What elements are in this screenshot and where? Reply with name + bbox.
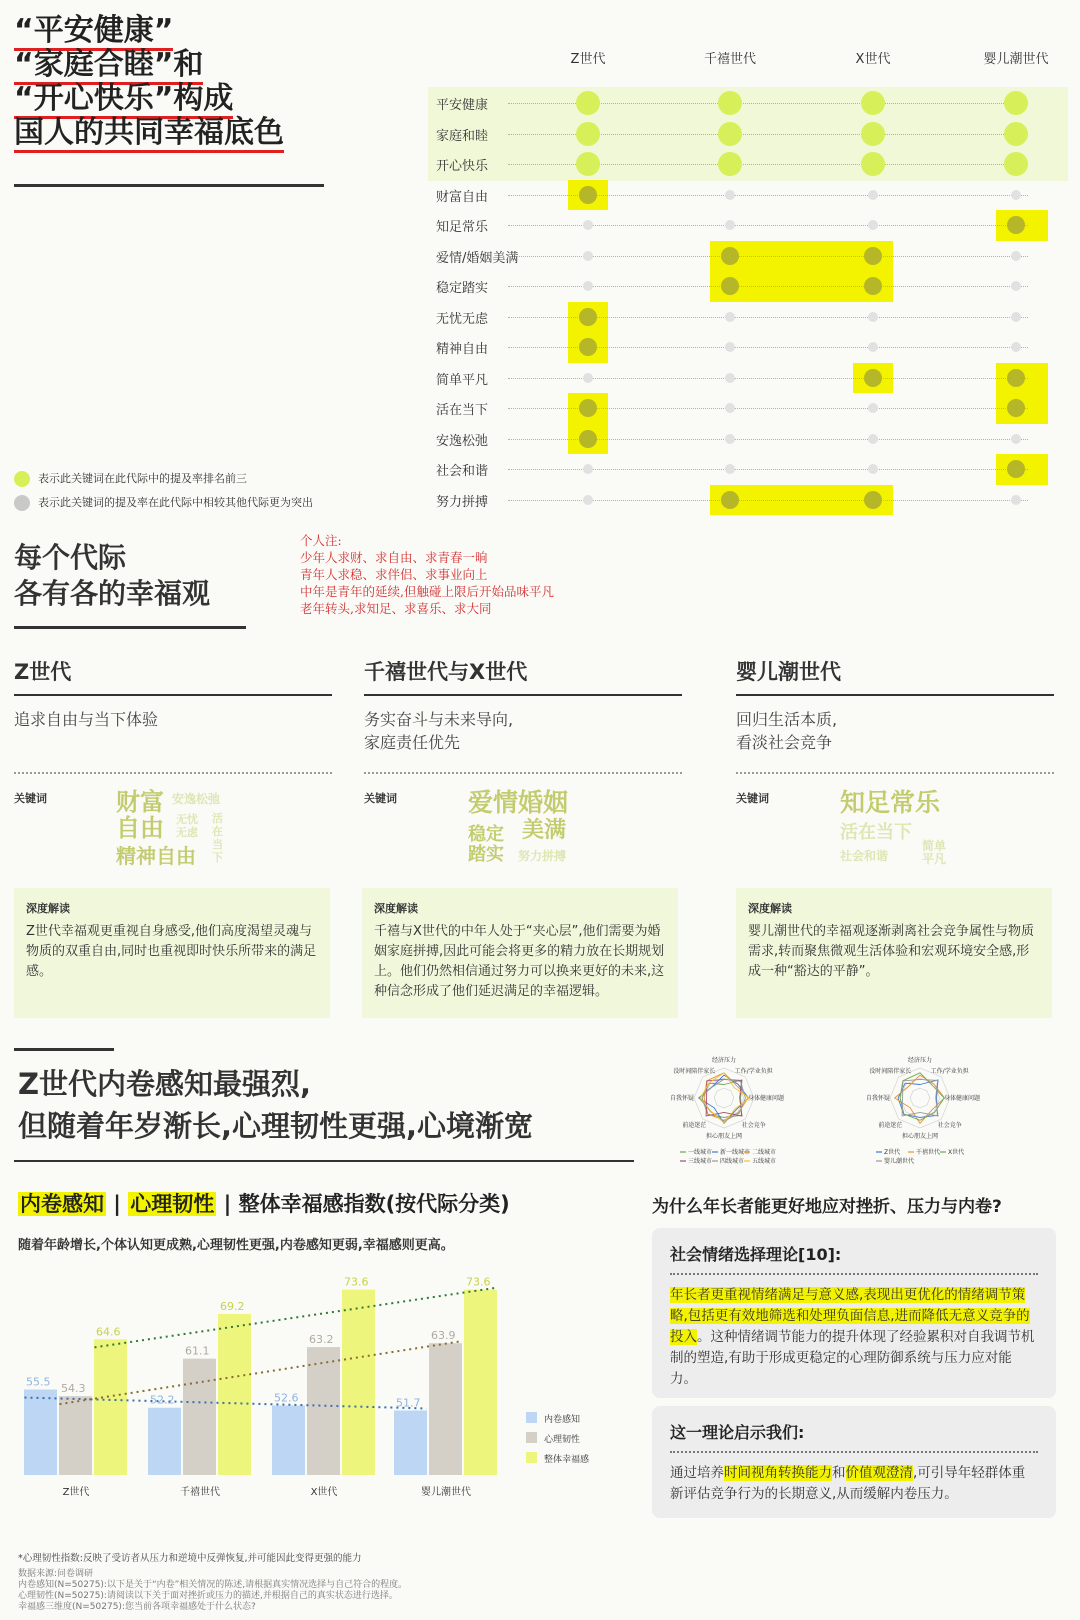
matrix-dot-none xyxy=(868,190,878,200)
legend-label: 整体幸福感 xyxy=(544,1455,590,1465)
bar xyxy=(394,1410,427,1475)
legend-swatch xyxy=(526,1412,537,1423)
radar-grid xyxy=(890,1068,950,1128)
deep-reading-boomer: 深度解读 婴儿潮世代的幸福观逐渐剥离社会竞争属性与物质需求,转而聚焦微观生活体验和宏观环境安全感,形成一种“豁达的平静”。 xyxy=(736,888,1052,1018)
data-label: 69.2 xyxy=(220,1299,245,1313)
legend-dot-gray xyxy=(14,495,30,511)
radar-axis-label: 经济压力 xyxy=(711,1057,737,1064)
column-title: Z世代 xyxy=(14,660,72,684)
data-label: 73.6 xyxy=(344,1275,369,1289)
matrix-dot-none xyxy=(725,190,735,200)
matrix-dot-salient xyxy=(579,308,597,326)
matrix-dot-top3 xyxy=(861,122,885,146)
keyword: 安逸松弛 xyxy=(172,792,221,806)
radar-axis-label: 工作/学业负担 xyxy=(734,1068,773,1076)
matrix-dot-top3 xyxy=(1004,122,1028,146)
keyword: 社会和谐 xyxy=(840,849,889,863)
deep-reading-millennial-x: 深度解读 千禧与X世代的中年人处于“夹心层”,他们需要为婚姻家庭拼搏,因此可能会将更多的精力放在长期规划上。他们仍然相信通过努力可以换来更好的未来,这种信念形成了他们延迟满足的幸福逻辑。 xyxy=(362,888,678,1018)
bar xyxy=(307,1347,340,1475)
data-label: 52.6 xyxy=(274,1391,299,1405)
matrix-row xyxy=(428,302,1068,332)
bar xyxy=(218,1314,251,1475)
matrix-row-label: 无忧无虑 xyxy=(436,311,489,327)
footnote-line: 幸福感三维度(N=50275):您当前各项幸福感处于什么状态? xyxy=(18,1602,256,1612)
keyword: 当 xyxy=(212,838,223,851)
keyword: 活 xyxy=(212,812,223,825)
bar xyxy=(24,1390,57,1475)
legend-top3 xyxy=(14,470,247,487)
headline xyxy=(14,14,334,150)
x-tick-label: Z世代 xyxy=(62,1487,90,1498)
keyword: 稳定 xyxy=(468,824,504,845)
column-subtitle: 务实奋斗与未来导向, 家庭责任优先 xyxy=(364,710,514,752)
matrix-row-label: 安逸松弛 xyxy=(436,433,489,449)
data-label: 73.6 xyxy=(466,1275,491,1289)
matrix-dot-none xyxy=(1011,312,1021,322)
matrix-dot-salient xyxy=(721,247,739,265)
matrix-row-label: 知足常乐 xyxy=(436,220,489,235)
theory-panel-text: 年长者更重视情绪满足与意义感,表现出更优化的情绪调节策略,包括更有效地筛选和处理负面信息,进而降低无意义竞争的投入。这种情绪调节能力的提升体现了经验累积对自我调节机制的塑造,有助于形成更稳定的心理防御系统与压力应对能力。 xyxy=(670,1287,1035,1387)
personal-note: 个人注: 少年人求财、求自由、求青春一晌 青年人求稳、求伴侣、求事业向上 中年是青年的延续,但触碰上限后开始品味平凡 老年转头,求知足、求喜乐、求大同 xyxy=(300,533,554,616)
legend-swatch xyxy=(526,1452,537,1463)
matrix-row xyxy=(428,424,1068,454)
section3-rule-top xyxy=(14,1048,114,1051)
radar-axis-label: 前途迷茫 xyxy=(682,1121,707,1129)
data-label: 63.2 xyxy=(309,1333,334,1347)
matrix-row xyxy=(428,332,1068,362)
keyword: 精神自由 xyxy=(116,844,196,868)
matrix-row-label: 简单平凡 xyxy=(436,372,489,388)
matrix-row-label: 努力拼搏 xyxy=(436,494,489,510)
why-title: 为什么年长者能更好地应对挫折、压力与内卷? xyxy=(652,1197,1002,1217)
matrix-row-label: 稳定踏实 xyxy=(436,281,489,296)
bar xyxy=(272,1406,305,1475)
column-gen-z xyxy=(14,656,332,774)
insight-panel-text: 通过培养时间视角转换能力和价值观澄清,可引导年轻群体重新评估竞争行为的长期意义,从而缓解内卷压力。 xyxy=(670,1465,1026,1502)
keyword: 踏实 xyxy=(468,844,504,865)
bar xyxy=(183,1359,216,1475)
matrix-dot-top3 xyxy=(576,122,600,146)
insight-panel-title: 这一理论启示我们: xyxy=(670,1420,1038,1453)
footnote-main: *心理韧性指数:反映了受访者从压力和逆境中反弹恢复,并可能因此变得更强的能力 xyxy=(18,1553,362,1564)
legend-dot-green xyxy=(14,471,30,487)
radar-chart-generation xyxy=(865,1052,1056,1176)
matrix-dot-none xyxy=(725,312,735,322)
footnote-line: 心理韧性(N=50275):请阅读以下关于面对挫折或压力的描述,并根据自己的真实状态进行选择。 xyxy=(18,1591,398,1601)
radar-legend-label: 新一线城市 xyxy=(720,1149,751,1156)
radar-axis-label: 前途迷茫 xyxy=(878,1121,903,1129)
section3-title: Z世代内卷感知最强烈, 但随着年岁渐长,心理韧性更强,心境渐宽 xyxy=(18,1067,534,1143)
radar-legend-label: 三线城市 xyxy=(688,1158,713,1165)
matrix-dot-none xyxy=(583,251,593,261)
headline-line-1: “平安健康” xyxy=(14,13,173,51)
matrix-row-label: 精神自由 xyxy=(436,342,489,357)
keywords-label: 关键词 xyxy=(364,792,397,805)
matrix-row-label: 开心快乐 xyxy=(436,159,489,174)
radar-axis-label: 社会竞争 xyxy=(937,1121,962,1129)
matrix-row xyxy=(428,119,1068,149)
generation-bar-chart xyxy=(0,1260,640,1530)
data-label: 63.9 xyxy=(431,1329,456,1343)
radar-axis-label: 身体健康问题 xyxy=(943,1095,981,1102)
footnote-line: 数据来源:问卷调研 xyxy=(18,1569,94,1579)
radar-legend-label: Z世代 xyxy=(884,1149,901,1156)
keyword: 知足常乐 xyxy=(840,788,941,817)
keyword: 平凡 xyxy=(922,852,947,866)
matrix-row xyxy=(428,485,1068,515)
x-tick-label: 千禧世代 xyxy=(180,1487,220,1498)
matrix-column-header: Z世代 xyxy=(570,52,606,67)
radar-grid xyxy=(910,1088,930,1108)
keyword: 美满 xyxy=(522,818,567,843)
matrix-row-label: 社会和谐 xyxy=(436,464,489,479)
radar-legend-label: 四线城市 xyxy=(720,1158,745,1165)
matrix-dot-none xyxy=(583,495,593,505)
bar xyxy=(464,1290,497,1475)
keyword: 无忧 xyxy=(176,813,198,826)
radar-legend-label: 一线城市 xyxy=(688,1149,713,1156)
matrix-dot-none xyxy=(868,434,878,444)
data-label: 55.5 xyxy=(26,1375,51,1389)
matrix-column-header: 千禧世代 xyxy=(703,52,756,67)
radar-legend-label: X世代 xyxy=(948,1149,965,1156)
radar-axis-label: 没时间陪伴家长 xyxy=(673,1068,716,1076)
matrix-dot-salient xyxy=(1007,369,1025,387)
matrix-row xyxy=(428,271,1068,301)
matrix-dot-none xyxy=(1011,251,1021,261)
keywords-label: 关键词 xyxy=(14,792,47,805)
matrix-dot-none xyxy=(1011,434,1021,444)
legend-label: 心理韧性 xyxy=(544,1435,581,1445)
matrix-dot-salient xyxy=(864,247,882,265)
legend-label: 内卷感知 xyxy=(544,1415,581,1425)
matrix-dot-none xyxy=(583,373,593,383)
matrix-dot-none xyxy=(725,373,735,383)
radar-legend-label: 千禧世代 xyxy=(916,1149,941,1156)
chart-subtitle: 随着年龄增长,个体认知更成熟,心理韧性更强,内卷感知更弱,幸福感则更高。 xyxy=(18,1238,454,1253)
headline-line-4: 国人的共同幸福底色 xyxy=(14,115,284,153)
radar-axis-label: 身体健康问题 xyxy=(747,1095,785,1102)
bar xyxy=(59,1396,92,1475)
radar-axis-label: 工作/学业负担 xyxy=(930,1068,969,1076)
matrix-row xyxy=(428,210,1068,240)
matrix-row-label: 财富自由 xyxy=(436,189,489,205)
matrix-row xyxy=(428,454,1068,484)
matrix-dot-top3 xyxy=(718,122,742,146)
bar xyxy=(342,1290,375,1475)
matrix-row xyxy=(428,88,1068,118)
matrix-column-header: X世代 xyxy=(855,52,891,67)
data-label: 64.6 xyxy=(96,1325,121,1339)
matrix-column-header: 婴儿潮世代 xyxy=(983,52,1049,67)
keyword: 在 xyxy=(212,825,223,838)
radar-axis-label: 没时间陪伴家长 xyxy=(869,1068,912,1076)
keyword: 下 xyxy=(212,851,223,864)
bar xyxy=(429,1343,462,1475)
column-boomer xyxy=(736,656,1054,774)
matrix-dot-salient xyxy=(864,491,882,509)
theory-panel-title: 社会情绪选择理论[10]: xyxy=(670,1242,1038,1275)
x-tick-label: 婴儿潮世代 xyxy=(421,1487,471,1498)
data-label: 51.7 xyxy=(396,1396,421,1410)
matrix-row xyxy=(428,393,1068,423)
legend-top3-text: 表示此关键词在此代际中的提及率排名前三 xyxy=(38,472,247,485)
legend-salient xyxy=(14,494,313,511)
matrix-dot-none xyxy=(1011,190,1021,200)
keyword: 简单 xyxy=(922,839,947,853)
matrix-dot-none xyxy=(1011,495,1021,505)
legend-swatch xyxy=(526,1432,537,1443)
bar xyxy=(94,1339,127,1475)
matrix-dot-salient xyxy=(579,430,597,448)
legend-salient-text: 表示此关键词的提及率在此代际中相较其他代际更为突出 xyxy=(38,496,313,509)
matrix-dot-salient xyxy=(721,491,739,509)
matrix-row xyxy=(428,363,1068,393)
headline-line-3: “开心快乐”构成 xyxy=(14,81,233,119)
radar-axis-label: 经济压力 xyxy=(907,1057,933,1064)
headline-rule xyxy=(14,184,324,187)
matrix-dot-salient xyxy=(579,186,597,204)
column-subtitle: 追求自由与当下体验 xyxy=(14,710,159,729)
data-label: 52.2 xyxy=(150,1393,175,1407)
radar-axis-label: 自我怀疑 xyxy=(669,1095,695,1102)
matrix-dot-salient xyxy=(864,369,882,387)
column-millennial-x xyxy=(364,656,682,774)
column-title: 千禧世代与X世代 xyxy=(364,660,528,684)
radar-axis-label: 自我怀疑 xyxy=(865,1095,891,1102)
matrix-dot-none xyxy=(725,434,735,444)
matrix-row xyxy=(428,241,1068,271)
keyword: 财富 xyxy=(116,788,164,816)
column-subtitle: 回归生活本质, 看淡社会竞争 xyxy=(736,710,838,752)
keywords-label: 关键词 xyxy=(736,792,769,805)
radar-axis-label: 担心朋友上网 xyxy=(901,1133,939,1140)
matrix-row-label: 家庭和睦 xyxy=(436,128,489,144)
radar-grid xyxy=(714,1088,734,1108)
matrix-dot-none xyxy=(868,312,878,322)
deep-reading-gen-z: 深度解读 Z世代幸福观更重视自身感受,他们高度渴望灵魂与物质的双重自由,同时也重视即时快乐所带来的满足感。 xyxy=(14,888,330,1018)
x-tick-label: X世代 xyxy=(310,1487,338,1498)
section2-title: 每个代际 各有各的幸福观 xyxy=(14,541,211,610)
keyword: 爱情婚姻 xyxy=(468,788,569,817)
insight-panel xyxy=(652,1406,1056,1518)
matrix-row-label: 平安健康 xyxy=(436,98,489,113)
data-label: 54.3 xyxy=(61,1382,86,1396)
chart-title: 内卷感知 | 心理韧性 | 整体幸福感指数(按代际分类) xyxy=(20,1192,510,1216)
section2-rule xyxy=(14,626,246,629)
keyword: 无虑 xyxy=(176,826,198,839)
matrix-row-label: 爱情/婚姻美满 xyxy=(436,250,519,266)
radar-axis-label: 社会竞争 xyxy=(741,1121,766,1129)
radar-axis-label: 担心朋友上网 xyxy=(705,1133,743,1140)
footnote-line: 内卷感知(N=50275):以下是关于“内卷”相关情况的陈述,请根据真实情况选择与自己符合的程度。 xyxy=(18,1580,408,1590)
bar xyxy=(148,1408,181,1475)
radar-legend-label: 婴儿潮世代 xyxy=(884,1158,915,1165)
section3-rule xyxy=(14,1160,634,1162)
keyword: 努力拼搏 xyxy=(518,849,567,863)
headline-line-2: “家庭合睦”和 xyxy=(14,47,203,85)
theory-panel xyxy=(652,1228,1056,1398)
radar-chart-city-tier xyxy=(669,1052,860,1176)
data-label: 61.1 xyxy=(185,1344,210,1358)
matrix-row xyxy=(428,180,1068,210)
keyword: 活在当下 xyxy=(840,822,912,843)
matrix-row xyxy=(428,149,1068,179)
column-title: 婴儿潮世代 xyxy=(736,660,841,684)
matrix-row-label: 活在当下 xyxy=(436,403,489,418)
radar-legend-label: 五线城市 xyxy=(752,1158,777,1165)
keyword: 自由 xyxy=(116,814,164,842)
radar-legend-label: 二线城市 xyxy=(752,1149,777,1156)
